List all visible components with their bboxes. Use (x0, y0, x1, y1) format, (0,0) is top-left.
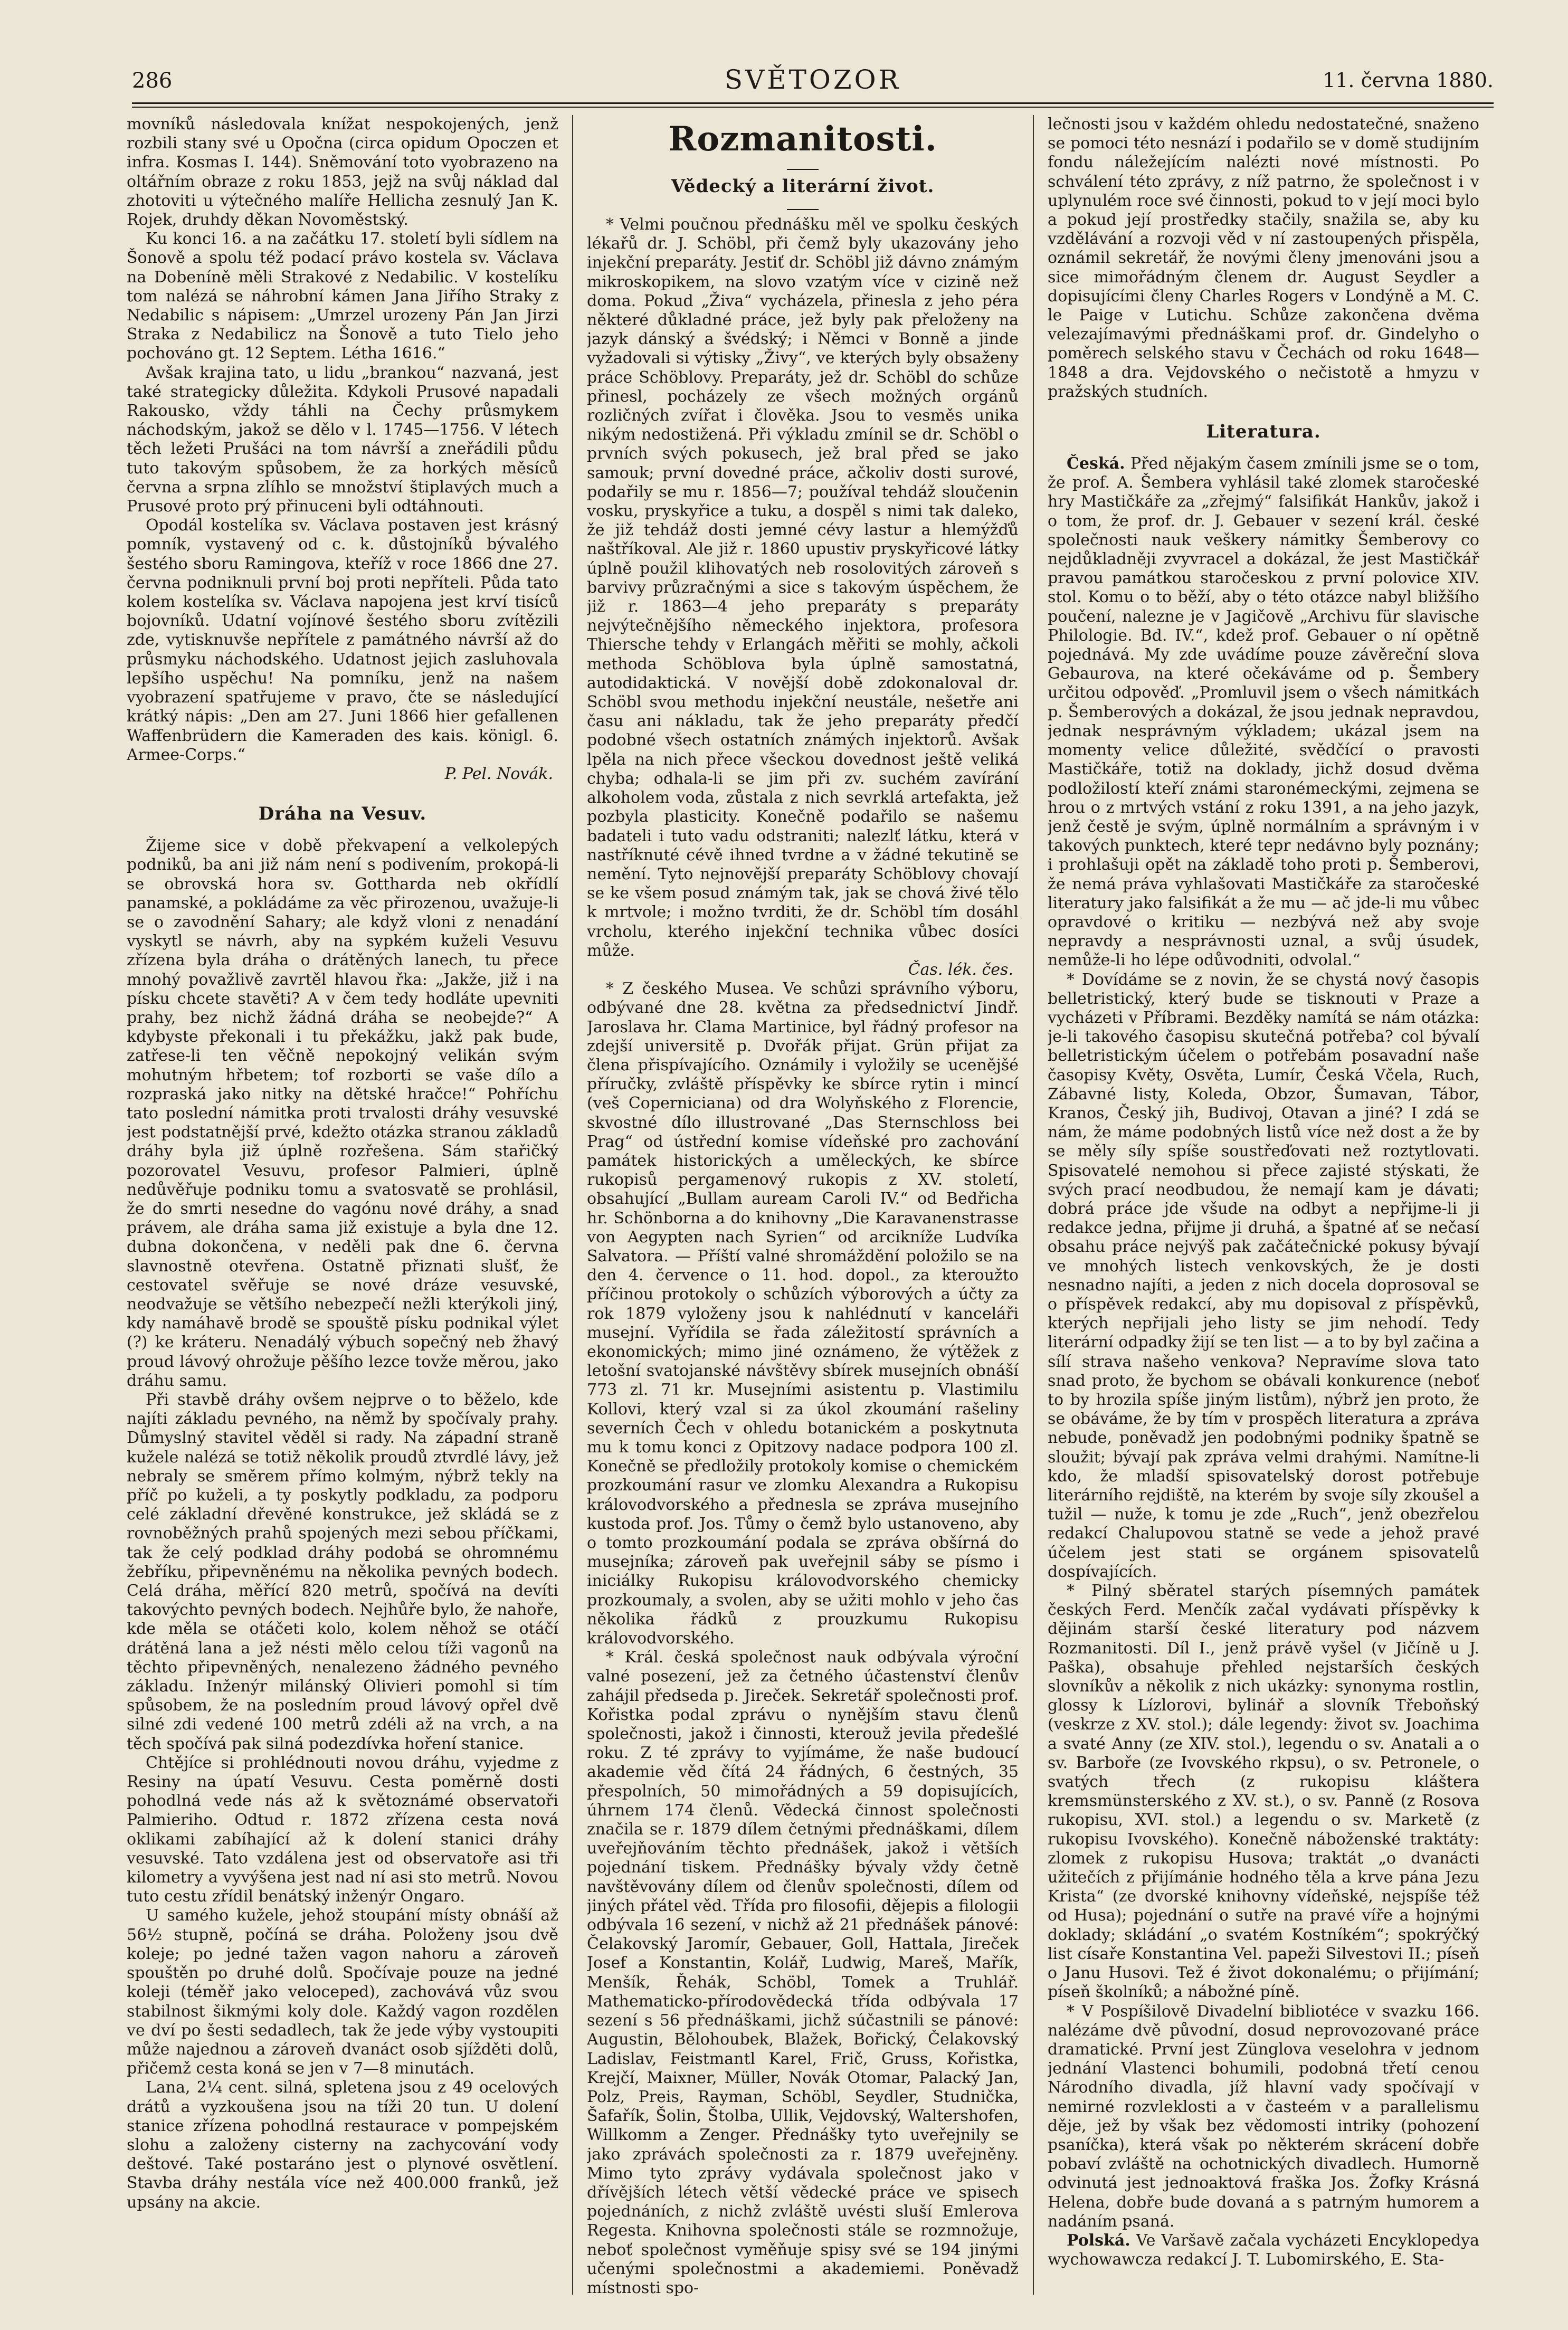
subsection-title: Vědecký a literární život. (671, 176, 935, 197)
column-middle (587, 115, 1019, 2300)
paragraph: lečnosti jsou v každém ohledu nedostatečné, snaženo se pomoci této nesnází i podařilo se v domě studijním fondu náležejícím nalézti nové místnosti. Po schválení této zprávy, z níž patrno, že společnost i v uplynulém roce své činnosti, pokud to v její moci bylo a pokud její prostředky stačily, snažila se, aby ku vzdělávání a rozvoji věd v ní zastoupených přispěla, oznámil sekretář, že novými členy jmenováni jsou a sice mimořádným členem dr. August Seydler a dopisujícími členy Charles Rogers v Londýně a M. C. le Paige v Lutichu. Schůze zakončena dvěma velezajímavými přednáškami prof. dr. Gindelyho o poměrech selského stavu v Čechách od roku 1648—1848 a dra. Vejdovského o nečistotě a hmyzu v pražských studních. (1048, 115, 1479, 401)
paragraph: U samého kužele, jehož stoupání místy obnáší až 56½ stupně, počíná se dráha. Položeny jsou dvě koleje; po jedné tažen vagon nahoru a zároveň spouštěn po druhé dolů. Spočívaje pouze na jedné koleji (téměř jako veloceped), zachovává vůz svou stabilnost šikmými koly dole. Každý vagon rozdělen ve dví po šesti sedadlech, tak že jede výby vystoupiti může najednou a zároveň dvanáct osob sjížděti dolů, přičemž cesta koná se jen v 7—8 minutách. (127, 1906, 558, 2078)
paragraph: * V Pospíšilově Divadelní bibliotéce v svazku 166. nalézáme dvě původní, dosud neprovozované práce dramatické. První jest Zünglova veselohra v jednom jednání Vlastenci bohumili, podobná třetí cenou Národního divadla, jíž hlavní vady spočívají v nemirné rozvleklosti a v časteém v a parallelismu děje, jež by však bez vědomosti intriky (pohození psaníčka), která však po některém skrácení dobře pobaví zvláště na ochotnických divadlech. Humorně odvinutá jest jednoaktová fraška Jos. Žofky Krásná Helena, dobře bude dovaná a s patrným humorem a nadáním psaná. (1048, 2002, 1479, 2231)
lead-word: Polská. (1067, 2231, 1130, 2250)
paragraph-text: Před nějakým časem zmínili jsme se o tom, že prof. A. Šembera vyhlásil také zlomek staročeské hry Mastičkáře za „zřejmý“ falsifikát Hankův, jakož i o tom, že prof. dr. J. Gebauer v sezení král. české společnosti nauk veškery námitky Šemberovy co nejdůkladněji zvyvracel a dokázal, že jest Mastičkář pravou památkou staročeskou z první polovice XIV. stol. Komu o to běží, aby o této otázce nabyl bližšího poučení, nalezne je v Jagičově „Archivu für slavische Philologie. Bd. IV.“, kdež prof. Gebauer o ní opětně pojednává. My zde uvádíme pouze závěreční slova Gebaurova, na které očekáváme od p. Šembery určitou odpověď. „Promluvil jsem o všech námitkách p. Šemberových a dokázal, že jsou jednak nepravdou, jednak nesprávným výkladem; ukázal jsem na momenty velice důležité, svědčící o pravosti Mastičkáře, totiž na doklady, jichž dosud dvěma podložilostí kteří známi staronémeckými, zejmena se hrou o z mrtvých vstání z roku 1391, a na jeho jazyk, jenž čestě je svým, úplně normálním a správným i v takových punktech, které tepr nedávno byly poznány; i prohlašuji opět na základě toho proti p. Šemberovi, že nemá práva vyhlašovati Mastičkáře za staročeské literatury jako falsifikát a že mu — ač jde-li mu vůbec opravdové o kritiku — nezbývá než aby svoje nepravdy a nesprávnosti uznal, a svůj úsudek, nemůže-li ho lépe odůvodniti, odvolal.“ (1048, 454, 1479, 970)
source-citation: Čas. lék. čes. (908, 960, 1013, 979)
paragraph (1048, 454, 1479, 970)
column-right (1048, 115, 1479, 2300)
header-rule (132, 102, 1494, 104)
paragraph: * Dovídáme se z novin, že se chystá nový časopis belletristický, který bude se tisknouti v Praze a vycházeti v Příbrami. Bezděky namítá se nám otázka: je-li takového časopisu skutečná potřeba? col bývalí belletristickým účelem o potřebám posavadní naše časopisy Květy, Osvěta, Lumír, Česká Včela, Ruch, Zábavné listy, Koleda, Obzor, Šumavan, Tábor, Kranos, Český jih, Budivoj, Otavan a jiné? I zdá se nám, že máme podobných listů více než dost a že by se měly síly spíše soustřeďovati než roztytlovati. Spisovatelé nemohou si přece zajisté stýskati, že svých prací neodbudou, že nemají kam je dávati; dobrá práce jde všude na odbyt a nepřijme-li ji redakce jedna, přijme ji druhá, a špatné ať se nečasí obsahu práce nejvýš pak začátečnické pokusy bývají ve mnohých listech venkovských, že je dosti nesnadno najíti, a jeden z nich docela doprosoval se o příspěvek redakcí, aby mu dopisoval z příspěvků, kterých nepřijali jeho listy se jim nehodí. Tedy literární odpadky žijí se ten list — a to by byl začina a sílí strava našeho venkova? Nepravíme slova tato snad proto, že bychom se obávali konkurence (neboť to by hrozila spíše jiným listům), nýbrž jen proto, že se obáváme, že by tím v prospěch literatura a zpráva nebude, poněvadž jen podobnými podniky špatně se sloužit; bývají pak zpráva velmi drahými. Namítne-li kdo, že mladší spisovatelský dorost potřebuje literárního rejdiště, na kterém by svoje síly zkoušel a tužil — nuže, k tomu je zde „Ruch“, jenž obezřelou redakcí Chalupovou statně se vede a jehož pravé účelem jest stati se orgánem spisovatelů dospívajících. (1048, 970, 1479, 1581)
paragraph: Opodál kostelíka sv. Václava postaven jest krásný pomník, vystavený od c. k. důstojníků bývalého šestého sboru Ramingova, kteříž v roce 1866 dne 27. června podniknuli první boj proti nepříteli. Půda tato kolem kostelíka sv. Václava napojena jest krví tisíců bojovníků. Udatní vojínové šestého sboru zvítězili zde, vytisknuvše nepřítele z památného návrší až do průsmyku náchodského. Udatnost jejich zasluhovala lepšího uspěchu! Na pomníku, jenž na našem vyobrazení spatřujeme v pravo, čte se následující krátký nápis: „Den am 27. Juni 1866 hier gefallenen Waffenbrüdern die Kameraden des kais. königl. 6. Armee-Corps.“ (127, 516, 558, 764)
column-left (127, 115, 558, 2300)
paragraph: * Z českého Musea. Ve schůzi správního výboru, odbývané dne 28. května za předsednictví Jindř. Jaroslava hr. Clama Martinice, byl řádný profesor na zdejší universitě p. Dvořák přijat. Grün přijat za člena přispívajícího. Oznámily i vyložily se ucenějšé příručky, zvláště příspěvky ke sbírce rytin i mincí (veš Copernicianа) od dra Wolyňského z Florencie, skvostné dílo illustrované „Das Sternschloss bei Prag“ od ústřední komise vídeňské pro zachování památek historických a uměleckých, ke sbírce rukopisů pergamenový rukopis z XV. století, obsahující „Bullam auream Caroli IV.“ od Bedřicha hr. Schönborna a do knihovny „Die Karavanenstrasse von Aegypten nach Syrien“ od arcikníže Ludvíka Salvatora. — Příští valné shromáždění položilo se na den 4. července o 11. hod. dopol., za kteroužto příčinou protokoly o schůzích výborových a účty za rok 1879 vyloženy jsou k nahlédnutí v kanceláři musejní. Vyřídila se řada záležitostí správních a ekonomických; mimo jiné oznámeno, že výtěžek z letošní svatojanské návštěvy sbírek musejních obnáší 773 zl. 71 kr. Musejními asistentu p. Vlastimilu Kollovi, který vzal si za úkol zkoumání rašeliny severních Čech v ohledu botanickém a poskytnuta mu k tomu konci z Opitzovy nadace podpora 100 zl. Konečně se předložily protokoly komise o chemickém prozkoumání rasur ve zlomku Alexandra a Rukopisu královodvorského a přednesla se zpráva musejního kustoda prof. Jos. Tůmy o čemž bylo ustanoveno, aby o tomto prozkoumání podala se zpráva obšírná do musejníka; zároveň pak uveřejnil sáby se písmo i iniciálky Rukopisu královodvorského chemicky prozkoumaly, a svolen, aby se užiti mohlo v jeho čas několika řádků z prouzkumu Rukopisu královodvorského. (587, 979, 1019, 1648)
article-title: Dráha na Vesuv. (258, 803, 427, 825)
paragraph: Lana, 2¼ cent. silná, spletena jsou z 49 ocelových drátů a vyzkoušena jsou na tíži 20 tun. U dolení stanice zřízena pohodlná restaurace v pompejském slohu a založeny cisterny na zachycování vody deštové. Také postaráno jest o plynové osvětlení. Stavba dráhy nestála více než 400.000 franků, jež upsány na akcie. (127, 2078, 558, 2212)
author-signature: P. Pel. Novák. (444, 764, 553, 783)
header-rule-thin (132, 107, 1494, 108)
separator (787, 209, 819, 210)
paragraph: * Král. česká společnost nauk odbývala výroční valné posezení, jež za četného účastenství členův zahájil předseda p. Jireček. Sekretář společnosti prof. Kořistka podal zprávu o nynějším stavu členů společnosti, jakož i činnosti, kterouž jevila předešlé roku. Z té zprávy to vyjímáme, že naše budoucí akademie věd čítá 24 řádných, 6 čestných, 35 přespolních, 50 mimořádných a 59 dopisujících, úhrnem 174 členů. Vědecká činnost společnosti značila se r. 1879 dílem četnými přednáškami, dílem uveřejňováním těchto přednášek, jakož i větších pojednání tiskem. Přednášky bývaly vždy četně navštěvovány dílem od členův společnosti, dílem od jiných přátel věd. Třída pro filosofii, dějepis a filologii odbývala 16 sezení, v nichž až 21 přednášek pánové: Čelakovský Jaromír, Gebauer, Goll, Hattala, Jireček Josef a Konstantin, Kolář, Ludwig, Mareš, Mařík, Menšík, Řehák, Schöbl, Tomek a Truhlář. Mathematicko-přírodovědecká třída odbývala 17 sezení s 56 přednáškami, jichž súčastnili se pánové: Augustin, Bělohoubek, Blažek, Bořický, Čelakovský Ladislav, Feistmantl Karel, Frič, Gruss, Kořistka, Krejčí, Maixner, Müller, Novák Otomar, Palacký Jan, Polz, Preis, Rayman, Schöbl, Seydler, Studnička, Šafařík, Šolin, Štolba, Ullik, Vejdovský, Waltershofen, Willkomm a Zenger. Přednášky tyto uveřejnily se jako zprávách společnosti za r. 1879 uveřejněny. Mimo tyto zprávy vydávala společnost jako v dřívějších létech větší vědecké práce ve spisech pojednáních, z nichž zvláště uvésti sluší Emlerova Regesta. Knihovna společnosti stále se rozmnožuje, neboť společnost vyměňuje spisy své se 194 jinými učenými společnostmi a akademiemi. Poněvadž místnosti spo- (587, 1648, 1019, 2297)
separator (787, 169, 819, 170)
column-divider (572, 115, 573, 2295)
page-number: 286 (132, 69, 173, 93)
paragraph: Při stavbě dráhy ovšem nejprve o to běželo, kde najíti základu pevného, na němž by spočívaly prahy. Důmyslný stavitel věděl si rady. Na západní straně kužele nalézá se totiž několik proudů ztvrdlé lávy, jež nebraly se směrem přímo kolmým, nýbrž tekly na příč po kuželi, a ty poskytly podkladu, za podporu celé základní dřevěné konstrukce, jež skládá se z rovnoběžných prahů spojených mezi sebou příčkami, tak že celý podklad dráhy podobá se ohromnému žebříku, připevněnému na několika pevných bodech. Celá dráha, měřící 820 metrů, spočívá na devíti takovýchto pevných bodech. Nejhůře bylo, že nahoře, kde měla se otáčeti kolo, kolem něhož se otáčí drátěná lana a jež nésti mělo celou tíži vagonů na těchto připevněných, nenalezeno žádného pevného základu. Inženýr milánský Olivieri pomohl si tím spůsobem, že na posledním proud lávový opřel dvě silné zdi vedené 100 metrů zdéli až na vrch, a na těch spočívá pak silná podezdívka hoření stanice. (127, 1391, 558, 1753)
journal-title: SVĚTOZOR (724, 64, 901, 95)
paragraph-text: Ve Varšavě začala vycházeti Encyklopedya wychowawcza redakcí J. T. Lubomirského, E. Sta- (1048, 2231, 1479, 2269)
column-divider (1033, 115, 1034, 2295)
paragraph: * Pilný sběratel starých písemných památek českých Ferd. Menčík začal vydávati příspěvky k dějinám starší české literatury pod názvem Rozmanitosti. Díl I., jenž právě vyšel (v Jičíně u J. Paška), obsahuje přehled nejstarších českých slovníkův a několik z nich ukázky: synonyma rostlin, glossy k Lízlorovi, bylinář a slovník Třeboňský (veskrze z XV. stol.); dále legendy: život sv. Joachima a svaté Anny (ze XIV. stol.), legendu o sv. Anatali a o sv. Barboře (ze Ivovského rkpsu), o sv. Petronele, o svatých třech (z rukopisu kláštera kremsmünsterského z XV. st.), o sv. Panně (z Rosova rukopisu, XVI. stol.) a legendu o sv. Marketě (z rukopisu Ivovského). Konečně náboženské traktáty: zlomek z rukopisu Husova; traktát „o dvanácti užitečích z přijímánie hodného těla a krve pána Jezu Krista“ (ze dvorské knihovny vídeňské, nejspíše též od Husa); pojednání o sutře na pravé víře a hojnými doklady; skládání „o svatém Kostníkém“; spokrýčký list císaře Konstantina Vel. papeži Silvestovi II.; píseň o Janu Husovi. Tež é život dokonalému; o přijímání; píseň školníků; a nábožné píně. (1048, 1582, 1479, 2002)
paragraph: * Velmi poučnou přednášku měl ve spolku českých lékařů dr. J. Schöbl, při čemž byly ukazovány jeho injekční preparáty. Jestiť dr. Schöbl již dávno známým mikroskopikem, na slovo vzatým více v cizině než doma. Pokud „Živa“ vycházela, přinesla z jeho péra některé důkladné práce, jež byly pak přeloženy na jazyk dánský a švédský; i Němci v Bonně a jinde vyžadovali si výtisky „Živy“, ve kterých byly obsaženy práce Schöblovy. Preparáty, jež dr. Schöbl do schůze přinesl, pocházely ze všech možných orgánů rozličných zvířat i člověka. Jsou to vesměs unika nikým nedostižená. Při výkladu zmínil se dr. Schöbl o prvních svých pokusech, jež bral před se jako samouk; první dovedné práce, ačkoliv dosti surové, podařily se mu r. 1856—7; používal tehdáž sloučenin vosku, pryskyřice a tuku, a dospěl s nimi tak daleko, že již tehdáž dosti jemné cévy lastur a hlemýžďů naštříkoval. Ale již r. 1860 upustiv pryskyřicové látky úplně použil klihovatých neb rosolovitých zároveň s barvivy průzračnými a sice s takovým úspěchem, že již r. 1863—4 jeho preparáty s preparáty nejvýtečnějšího německého injektora, profesora Thiersche tehdy v Erlangách měřiti se mohly, ačkoli methoda Schöblova byla úplně samostatná, autodidaktická. V novější době zdokonaloval dr. Schöbl svou methodu injekční neustále, nešetře ani času ani nákladu, tak že jeho preparáty předčí podobné všech ostatních známých injektorů. Avšak lpěla na nich přece všeckou dovednost ještě veliká chyba; odhala-li se jim při zv. suchém zavírání alkoholem voda, zůstala z nich sevrklá artefakta, jež pozbyla plasticity. Konečně podařilo se našemu badateli i tuto vadu odstraniti; nalezlť látku, která v nastříknuté cévě ihned tvrdne a v žádné tekutině se nemění. Tyto nejnovější preparáty Schöblovy chovají se ke všem posud známým tak, jak se chová živé tělo k mrtvole; i možno tvrditi, že dr. Schöbl tím dosáhl vrcholu, kterého injekční technika vůbec dosíci může. (587, 215, 1019, 960)
paragraph: Žijeme sice v době překvapení a velkolepých podniků, ba ani již nám není s podivením, prokopá-li se obrovská hora sv. Gottharda neb okřídlí panamské, a pokládáme za věc přirozenou, uvažuje-li se o zavodnění Sahary; ale když vloni z nenadání vyskytl se návrh, aby na sypkém kuželi Vesuvu zřízena byla dráha o drátěných lanech, tu přece mnohý považlivě zavrtěl hlavou řka: „Jakže, již i na písku chcete stavěti? A v čem tedy hodláte upevniti prahy, bez nichž žádná dráha se neobejde?“ A kdybyste překonali i tu překážku, jakž pak bude, zatřese-li ten věčně nepokojný velikán svým mohutným hřbetem; tof rozborti se vaše dílo a rozpraská jako nitky na dětské hračce!“ Pohříchu tato poslední námitka proti trvalosti dráhy vesuvské jest podstatnější prvé, kdežto otázka stranou základů dráhy byla již úplně rozřešena. Sám stařičký pozorovatel Vesuvu, profesor Palmieri, úplně nedůvěřuje podniku tomu a svatosvatě se prohlásil, že do smrti nesedne do vagónu nové dráhy, a snad právem, ale dráha sama již existuje a byla dne 12. dubna dokončena, v neděli pak dne 6. června slavnostně otevřena. Ostatně přiznati slušť, že cestovatel svěřuje se nové dráze vesuvské, neodvažuje se většího nebezpečí nežli kterýkoli jiný, kdy namáhavě brodě se spouště písku podnikal výlet (?) ke kráteru. Nenadálý výbuch sopečný neb žhavý proud lávový ohrožuje pěšího lezce tovže měrou, jako dráhu samu. (127, 836, 558, 1390)
paragraph: Chtějíce si prohlédnouti novou dráhu, vyjedme z Resiny na úpatí Vesuvu. Cesta poměrně dosti pohodlná vede nás až k světoznámé observatoři Palmieriho. Odtud r. 1872 zřízena cesta nová oklikami zabíhající až k dolení stanici dráhy vesuvské. Tato vzdálena jest od observatoře asi tři kilometry a vyvýšena jest nad ní asi sto metrů. Novou tuto cestu zřídil benátský inženýr Ongaro. (127, 1753, 558, 1906)
issue-date: 11. června 1880. (1323, 69, 1494, 92)
subsection-title: Literatura. (1206, 421, 1321, 443)
paragraph (1048, 2231, 1479, 2269)
lead-word: Česká. (1067, 454, 1125, 473)
section-title: Rozmanitosti. (668, 119, 937, 159)
paragraph: movníků následovala knížat nespokojených, jenž rozbili stany své u Opočna (circa opidum Opoczen et infra. Kosmas I. 144). Sněmování toto vyobrazeno na oltářním obraze z roku 1853, jejž na svůj náklad dal zhotoviti u výtečného malíře Hellicha zesnulý Jan K. Rojek, druhdy děkan Novoměstský. (127, 115, 558, 230)
paragraph: Ku konci 16. a na začátku 17. století byli sídlem na Šonově a spolu též podací právo kostela sv. Václava na Dobeníně měli Strakové z Nedabilic. V kostelíku tom nalézá se náhrobní kámen Jana Jiřího Straky z Nedabilic s nápisem: „Umrzel urozeny Pán Jan Jirzi Straka z Nedabilicz na Šonově a tuto Tielo jeho pochováno gt. 12 Septem. Létha 1616.“ (127, 230, 558, 363)
page-header (132, 63, 1494, 106)
paragraph: Avšak krajina tato, u lidu „brankou“ nazvaná, jest také strategicky důležita. Kdykoli Prusové napadali Rakousko, vždy táhli na Čechy průsmykem náchodským, jakož se dělo v l. 1745—1756. V létech těch ležeti Prušáci na tom návrší a zneřádili půdu tuto takovým spůsobem, že za horkých měsíců června a srpna zlíhlo se množství štiplavých much a Prusové proto prý přinuceni byli odtáhnouti. (127, 363, 558, 516)
